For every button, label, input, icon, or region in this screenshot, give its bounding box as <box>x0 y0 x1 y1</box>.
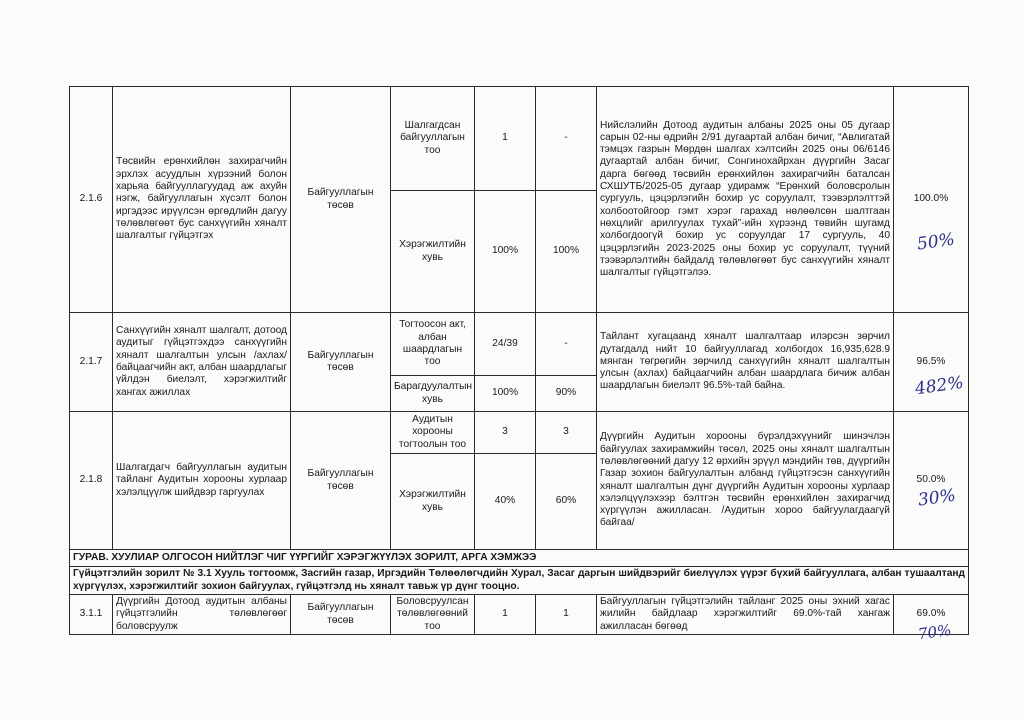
result-text: Дүүргийн Аудитын хорооны бүрэлдэхүүнийг шинэчлэн байгуулах захирамжийн төсөл, 2025 оны хяналт шалгалтын төлөвлөгөөний дагуу 12 өрхийн эрүүл мэндийн төв, дүүргийн Газар зохион байгуулалтын албанд гүйцэтгэсэн санхүүгийн хяналт шалгалтын дүнг дүүргийн Аудитын хорооны хурлаар хэлэлцүүлэхээр бэлтгэн төсвийн ерөнхийлөн захирагчид хүргүүлэн ажилласан. /Аудитын хороо байгуулагдаагүй байгаа/ <box>597 412 894 550</box>
completion-percent: 69.0% <box>894 595 969 635</box>
responsible-budget: Байгууллагын төсөв <box>291 595 391 635</box>
row-code: 2.1.6 <box>70 87 113 313</box>
result-text: Нийслэлийн Дотоод аудитын албаны 2025 оны 05 дугаар сарын 02-ны өдрийн 2/91 дугаартай албан бичиг, “Авлигатай тэмцэх газрын Мөрдөн шалгах хэлтсийн 2025 оны 06/6146 дугаартай албан бичиг, Сонгинохайрхан дүүргийн Засаг дарга бөгөөд төсвийн ерөнхийлөн захирагчийн баталсан СХШУТБ/2025-05 дугаар удирамж “Ерөнхий боловсролын сургууль, цэцэрлэгийн бохир ус соруулалт, тээвэрлэлттэй холбоотойгоор гэмт хэрэг гарахад нөлөөлсөн шалтгаан нөхцлийг арилгуулах тухай”-ийн хүрээнд төвийн шугамд холбогдоогүй бохир ус соруулдаг 17 сургууль, 40 цэцэрлэгийн 2023-2025 оны бохир ус соруулалт, түүний тээвэрлэлтийн байдалд төлөвлөгөөт бус санхүүгийн хяналт шалгалтыг гүйцэтгэлээ. <box>597 87 894 313</box>
actual-value: 1 <box>536 595 597 635</box>
completion-percent: 96.5% <box>894 313 969 412</box>
plan-report-table <box>69 86 969 635</box>
target-value: 100% <box>475 191 536 313</box>
indicator-name: Хэрэгжилтийн хувь <box>391 454 475 550</box>
row-code: 2.1.7 <box>70 313 113 412</box>
table-row <box>70 87 969 191</box>
indicator-name: Хэрэгжилтийн хувь <box>391 191 475 313</box>
row-code: 3.1.1 <box>70 595 113 635</box>
goal-statement: Гүйцэтгэлийн зорилт № 3.1 Хууль тогтоомж, Засгийн газар, Иргэдийн Төлөөлөгчдийн Хурал, Засаг даргын шийдвэрийг биелүүлэх үүрэг бүхий байгууллага, албан тушаалтанд хүргүүлэх, хэрэгжилтийг зохион байгуулах, гүйцэтгэлд нь хяналт тавьж үр дүнг тооцно. <box>70 567 969 595</box>
actual-value: 60% <box>536 454 597 550</box>
handwritten-score: 70% <box>916 620 953 644</box>
task-description: Санхүүгийн хяналт шалгалт, дотоод аудитыг гүйцэтгэхдээ санхүүгийн хяналт шалгалтын улсын /ахлах/ байцаагчийн акт, албан шаардлагыг үйлдэн биелэлт, хэрэгжилтийг хангах ажиллах <box>113 313 291 412</box>
actual-value: - <box>536 87 597 191</box>
task-description: Дүүргийн Дотоод аудитын албаны гүйцэтгэлийн төлөвлөгөөг боловсруулж <box>113 595 291 635</box>
indicator-name: Барагдуулалтын хувь <box>391 376 475 412</box>
actual-value: 3 <box>536 412 597 454</box>
actual-value: - <box>536 313 597 376</box>
indicator-name: Аудитын хорооны тогтоолын тоо <box>391 412 475 454</box>
row-code: 2.1.8 <box>70 412 113 550</box>
result-text: Байгууллагын гүйцэтгэлийн тайланг 2025 оны эхний хагас жилийн байдлаар хэрэгжилтийг 69.0%-тай хангаж ажилласан бөгөөд <box>597 595 894 635</box>
responsible-budget: Байгууллагын төсөв <box>291 412 391 550</box>
responsible-budget: Байгууллагын төсөв <box>291 87 391 313</box>
table-row <box>70 412 969 454</box>
responsible-budget: Байгууллагын төсөв <box>291 313 391 412</box>
target-value: 40% <box>475 454 536 550</box>
indicator-name: Шалгагдсан байгууллагын тоо <box>391 87 475 191</box>
indicator-name: Тогтоосон акт, албан шаардлагын тоо <box>391 313 475 376</box>
target-value: 3 <box>475 412 536 454</box>
indicator-name: Боловсруулсан төлөвлөгөөний тоо <box>391 595 475 635</box>
target-value: 1 <box>475 595 536 635</box>
target-value: 100% <box>475 376 536 412</box>
completion-percent: 100.0% <box>894 87 969 313</box>
section-heading: ГУРАВ. ХУУЛИАР ОЛГОСОН НИЙТЛЭГ ЧИГ ҮҮРГИЙГ ХЭРЭГЖҮҮЛЭХ ЗОРИЛТ, АРГА ХЭМЖЭЭ <box>70 550 969 567</box>
handwritten-score: 50% <box>915 229 957 255</box>
task-description: Шалгагдагч байгууллагын аудитын тайланг Аудитын хорооны хурлаар хэлэлцүүлж шийдвэр гаргуулах <box>113 412 291 550</box>
table-row <box>70 595 969 635</box>
result-text: Тайлант хугацаанд хяналт шалгалтаар илэрсэн зөрчил дутагдалд нийт 10 байгууллагад холбогдох 16,935,628.9 мянган төгрөгийн зөрчилд санхүүгийн хяналт шалгалтын улсын (ахлах) байцаагчийн албан шаардлага бичиж албан шаардлагын биелэлт 96.5%-тай байна. <box>597 313 894 412</box>
goal-row <box>70 567 969 595</box>
target-value: 24/39 <box>475 313 536 376</box>
handwritten-score: 482% <box>913 372 965 400</box>
actual-value: 100% <box>536 191 597 313</box>
section-heading-row <box>70 550 969 567</box>
task-description: Төсвийн ерөнхийлөн захирагчийн эрхлэх асуудлын хүрээний болон харьяа байгууллагуудад аж ахуйн нэгж, байгууллагын хүсэлт болон иргэдээс ирүүлсэн өргөдлийн дагуу төлөвлөгөөт бус санхүүгийн хяналт шалгалтыг гүйцэтгэх <box>113 87 291 313</box>
actual-value: 90% <box>536 376 597 412</box>
handwritten-score: 30% <box>916 485 958 511</box>
table-row <box>70 313 969 376</box>
target-value: 1 <box>475 87 536 191</box>
completion-percent: 50.0% <box>894 412 969 550</box>
